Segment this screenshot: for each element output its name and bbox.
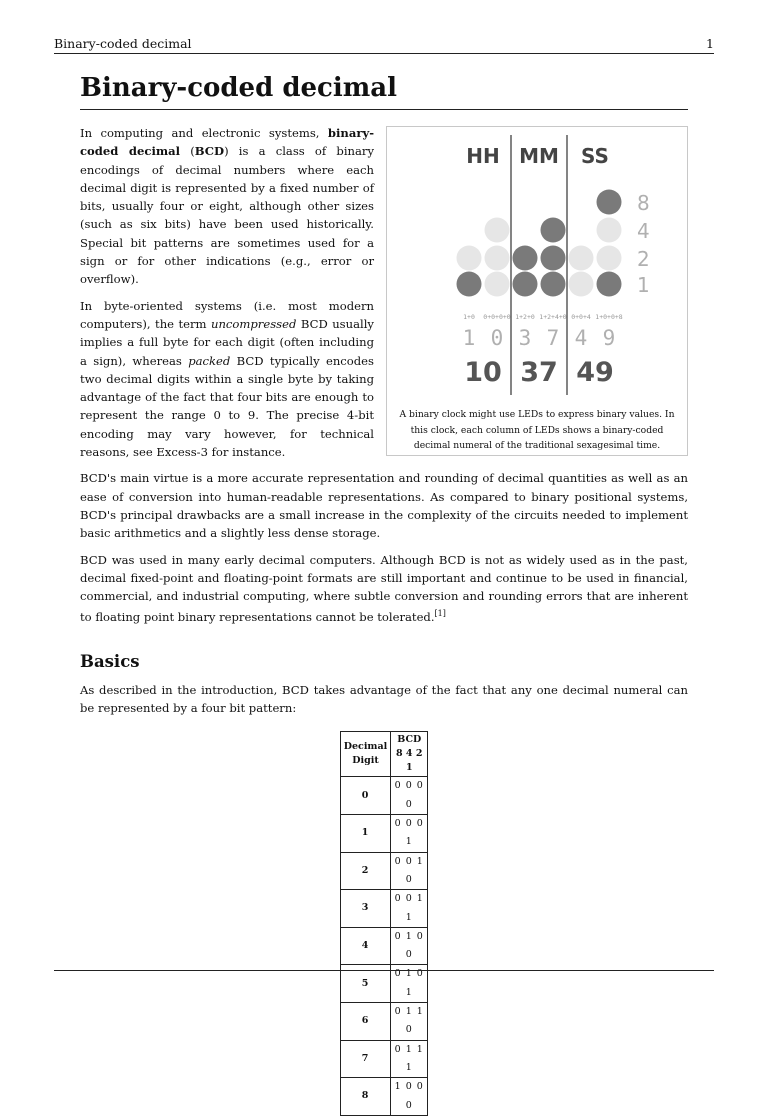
heading-minutes: MM	[519, 144, 559, 168]
bcd-bits-cell: 0 1 0 1	[391, 965, 428, 1003]
table-row	[340, 815, 428, 853]
decimal-digit-cell: 4	[340, 927, 391, 965]
sum-expression: 1+0	[463, 313, 475, 321]
decimal-digit-cell: 5	[340, 965, 391, 1003]
sum-expression: 0+0+4	[571, 313, 591, 321]
bcd-bits-cell: 0 0 0 0	[391, 777, 428, 815]
table-row	[340, 1040, 428, 1078]
led-dot	[597, 218, 622, 243]
text-run: ) is a class of binary encodings of decimal numbers where each decimal digit is represented by a fixed number of bits, usually four or eight, although other sizes (such as six bits) have been used historically. Special bit patterns are sometimes used for a sign or for other indications (e.g., error or overflow).	[80, 144, 374, 287]
heading-seconds: SS	[581, 144, 609, 168]
column-digit: 7	[546, 326, 560, 350]
weight-label: 1	[637, 273, 650, 297]
intro-paragraph-3	[80, 469, 688, 542]
text-run: BCD's main virtue is a more accurate representation and rounding of decimal quantities as well as an ease of conversion into human-readable representations. As compared to binary positional systems, BCD's principal drawbacks are a small increase in the complexity of the circuits needed to implement basic arithmetics and a slightly less dense storage.	[80, 471, 688, 541]
intro-paragraph-4	[80, 551, 688, 627]
citation-link[interactable]: [1]	[434, 609, 446, 619]
binary-clock-figure	[386, 126, 688, 456]
led-dot	[485, 218, 510, 243]
led-dot	[541, 246, 566, 271]
time-value: 10	[464, 357, 502, 388]
sum-expression: 1+0+0+8	[595, 313, 623, 321]
bcd-bits-cell: 0 1 1 1	[391, 1040, 428, 1078]
text-run: BCD typically encodes two decimal digits within a single byte by taking advantage of the fact that four bits are enough to represent the range 0 to 9. The precise 4-bit encoding may vary however, for technical reasons, see Excess-3 for instance.	[80, 353, 374, 460]
led-dot	[569, 246, 594, 271]
led-dot	[513, 272, 538, 297]
led-dot	[485, 246, 510, 271]
header-decimal-digit: Decimal Digit	[340, 732, 391, 777]
table-row	[340, 777, 428, 815]
led-dot	[597, 190, 622, 215]
text-run: BCD usually implies a full byte for each digit (often including a sign), whereas	[80, 316, 374, 368]
led-dot	[569, 272, 594, 297]
bcd-bits-cell: 0 1 0 0	[391, 927, 428, 965]
decimal-digit-cell: 8	[340, 1078, 391, 1116]
led-dot	[541, 272, 566, 297]
paragraph-4-text: BCD was used in many early decimal computers. Although BCD is not as widely used as in the past, decimal fixed-point and floating-point formats are still important and continue to be used in financial, commercial, and industrial computing, where subtle conversion and rounding errors that are inherent to floating point binary representations cannot be tolerated.	[80, 552, 688, 625]
time-value: 37	[520, 357, 558, 388]
basics-paragraph: As described in the introduction, BCD takes advantage of the fact that any one decimal numeral can be represented by a four bit pattern:	[80, 682, 688, 716]
column-digit: 1	[462, 326, 476, 350]
weight-label: 2	[637, 247, 650, 271]
bcd-bits-cell: 1 0 0 0	[391, 1078, 428, 1116]
led-dot	[541, 218, 566, 243]
bcd-bits-cell: 0 0 0 1	[391, 815, 428, 853]
article-body	[80, 124, 688, 1116]
text-run: uncompressed	[210, 316, 297, 331]
led-dot	[597, 272, 622, 297]
led-dot	[513, 246, 538, 271]
column-digit: 0	[490, 326, 504, 350]
running-title: Binary-coded decimal	[54, 36, 192, 51]
table-row	[340, 927, 428, 965]
column-digit: 3	[518, 326, 532, 350]
page-number: 1	[706, 36, 714, 51]
decimal-digit-cell: 3	[340, 890, 391, 928]
binary-clock-image	[387, 127, 687, 407]
bcd-table	[340, 731, 429, 1115]
led-dot	[485, 272, 510, 297]
column-digit: 4	[574, 326, 588, 350]
led-dot	[597, 246, 622, 271]
text-run: binary-coded decimal	[80, 126, 374, 159]
page-title: Binary-coded decimal	[80, 73, 688, 110]
table-row	[340, 1003, 428, 1041]
bcd-table-header-row	[340, 732, 428, 777]
footer-rule	[54, 970, 714, 971]
bcd-bits-cell: 0 0 1 1	[391, 890, 428, 928]
table-row	[340, 852, 428, 890]
decimal-digit-cell: 2	[340, 852, 391, 890]
bcd-bits-cell: 0 0 1 0	[391, 852, 428, 890]
decimal-digit-cell: 0	[340, 777, 391, 815]
heading-hours: HH	[466, 144, 500, 168]
sum-expression: 1+2+4+0	[539, 313, 567, 321]
table-row	[340, 890, 428, 928]
header-bcd-8421: BCD 8 4 2 1	[391, 732, 428, 777]
weight-label: 8	[637, 191, 650, 215]
column-digit: 9	[602, 326, 616, 350]
text-run: In computing and electronic systems,	[80, 126, 328, 140]
decimal-digit-cell: 1	[340, 815, 391, 853]
sum-expression: 1+2+0	[515, 313, 535, 321]
decimal-digit-cell: 6	[340, 1003, 391, 1041]
text-run: packed	[188, 353, 231, 368]
running-header	[54, 36, 714, 54]
time-value: 49	[576, 357, 614, 388]
text-run: (	[180, 144, 195, 159]
section-heading-basics: Basics	[80, 651, 140, 671]
sum-expression: 0+0+0+0	[483, 313, 511, 321]
text-run: In byte-oriented systems (i.e. most modern computers), the term	[80, 298, 374, 331]
led-dot	[457, 246, 482, 271]
table-row	[340, 1078, 428, 1116]
bcd-bits-cell: 0 1 1 0	[391, 1003, 428, 1041]
led-dot	[457, 272, 482, 297]
decimal-digit-cell: 7	[340, 1040, 391, 1078]
figure-caption: A binary clock might use LEDs to express binary values. In this clock, each column of LEDs shows a binary-coded decimal numeral of the traditional sexagesimal time.	[399, 409, 675, 451]
text-run: BCD	[194, 144, 225, 159]
weight-label: 4	[637, 219, 650, 243]
